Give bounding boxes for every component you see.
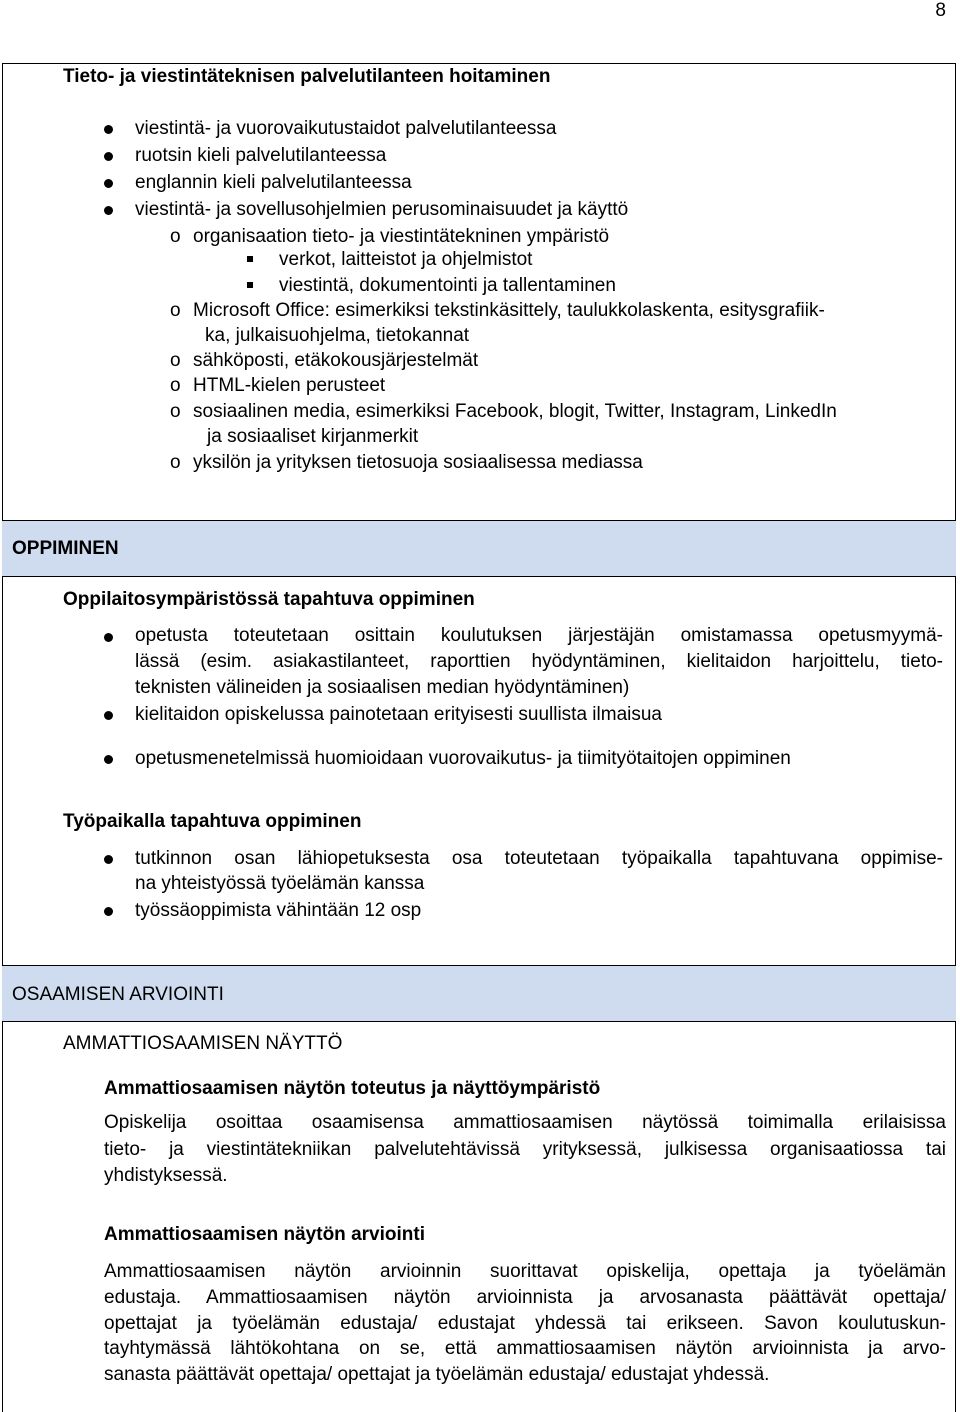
subsection-title: Ammattiosaamisen näytön toteutus ja näyttöympäristö [104,1078,601,1099]
list-item: viestintä- ja sovellusohjelmien perusominaisuudet ja käyttö [135,199,629,220]
paragraph-line: yhdistyksessä. [104,1165,228,1186]
bullet-icon [104,907,113,916]
sub-list-item: sosiaalinen media, esimerkiksi Facebook, blogit, Twitter, Instagram, LinkedIn [193,401,837,422]
sub-list-item: organisaation tieto- ja viestintätekninen ympäristö [193,226,610,247]
bullet-icon [104,711,113,720]
section-title: Tieto- ja viestintäteknisen palvelutilanteen hoitaminen [63,66,551,87]
square-bullet-icon [247,282,253,288]
list-item: työssäoppimista vähintään 12 osp [135,900,422,921]
paragraph-line: tieto- ja viestintätekniikan palvelutehtävissä yrityksessä, julkisessa organisaatiossa tai [104,1139,946,1160]
page-number: 8 [935,0,946,21]
paragraph-line: Opiskelija osoittaa osaamisensa ammattiosaamisen näytössä toimimalla erilaisissa [104,1112,946,1133]
bullet-icon [104,855,113,864]
sub-list-item-cont: ka, julkaisuohjelma, tietokannat [205,325,470,346]
sub-marker: o [170,300,181,321]
sub-list-item: HTML-kielen perusteet [193,375,386,396]
heading: AMMATTIOSAAMISEN NÄYTTÖ [63,1033,343,1054]
sub-marker: o [170,401,181,422]
subsection-title: Työpaikalla tapahtuva oppiminen [63,811,362,832]
list-item: viestintä- ja vuorovaikutustaidot palvelutilanteessa [135,118,557,139]
band-title: OPPIMINEN [12,538,119,559]
sub-marker: o [170,350,181,371]
section-band [2,965,956,1022]
section-band [2,520,956,577]
bullet-icon [104,633,113,642]
paragraph-line: sanasta päättävät opettaja/ opettajat ja työelämän edustaja/ edustajat yhdessä. [104,1364,770,1385]
sub-marker: o [170,226,181,247]
list-item-cont: teknisten välineiden ja sosiaalisen median hyödyntäminen) [135,677,630,698]
paragraph-line: Ammattiosaamisen näytön arvioinnin suorittavat opiskelija, opettaja ja työelämän [104,1261,946,1282]
sub-list-item: sähköposti, etäkokousjärjestelmät [193,350,479,371]
list-item: kielitaidon opiskelussa painotetaan erityisesti suullista ilmaisua [135,704,662,725]
list-item: tutkinnon osan lähiopetuksesta osa toteutetaan työpaikalla tapahtuvana oppimise- [135,848,943,869]
list-item: opetusta toteutetaan osittain koulutuksen järjestäjän omistamassa opetusmyymä- [135,625,943,646]
subsection-title: Ammattiosaamisen näytön arviointi [104,1224,425,1245]
bullet-icon [104,152,113,161]
sub-list-item: yksilön ja yrityksen tietosuoja sosiaalisessa mediassa [193,452,643,473]
square-bullet-icon [247,256,253,262]
paragraph-line: tayhtymässä lähtökohtana on se, että ammattiosaamisen näytön arvioinnista ja arvo- [104,1338,946,1359]
band-title: OSAAMISEN ARVIOINTI [12,984,224,1005]
paragraph-line: opettajat ja työelämän edustaja/ edustajat yhdessä tai erikseen. Savon koulutuskun- [104,1313,946,1334]
sub-list-item: Microsoft Office: esimerkiksi tekstinkäsittely, taulukkolaskenta, esitysgrafiik- [193,300,825,321]
paragraph-line: edustaja. Ammattiosaamisen näytön arvioinnista ja arvosanasta päättävät opettaja/ [104,1287,946,1308]
subsection-title: Oppilaitosympäristössä tapahtuva oppiminen [63,589,475,610]
list-item: englannin kieli palvelutilanteessa [135,172,412,193]
list-item: opetusmenetelmissä huomioidaan vuorovaikutus- ja tiimityötaitojen oppiminen [135,748,791,769]
sub-sub-list-item: verkot, laitteistot ja ohjelmistot [279,249,533,270]
sub-marker: o [170,452,181,473]
sub-marker: o [170,375,181,396]
list-item: ruotsin kieli palvelutilanteessa [135,145,387,166]
bullet-icon [104,179,113,188]
list-item-cont: lässä (esim. asiakastilanteet, raporttien hyödyntäminen, kielitaidon harjoittelu, tieto- [135,651,943,672]
bullet-icon [104,125,113,134]
sub-sub-list-item: viestintä, dokumentointi ja tallentaminen [279,275,616,296]
bullet-icon [104,755,113,764]
bullet-icon [104,206,113,215]
list-item-cont: na yhteistyössä työelämän kanssa [135,873,425,894]
sub-list-item-cont: ja sosiaaliset kirjanmerkit [207,426,419,447]
